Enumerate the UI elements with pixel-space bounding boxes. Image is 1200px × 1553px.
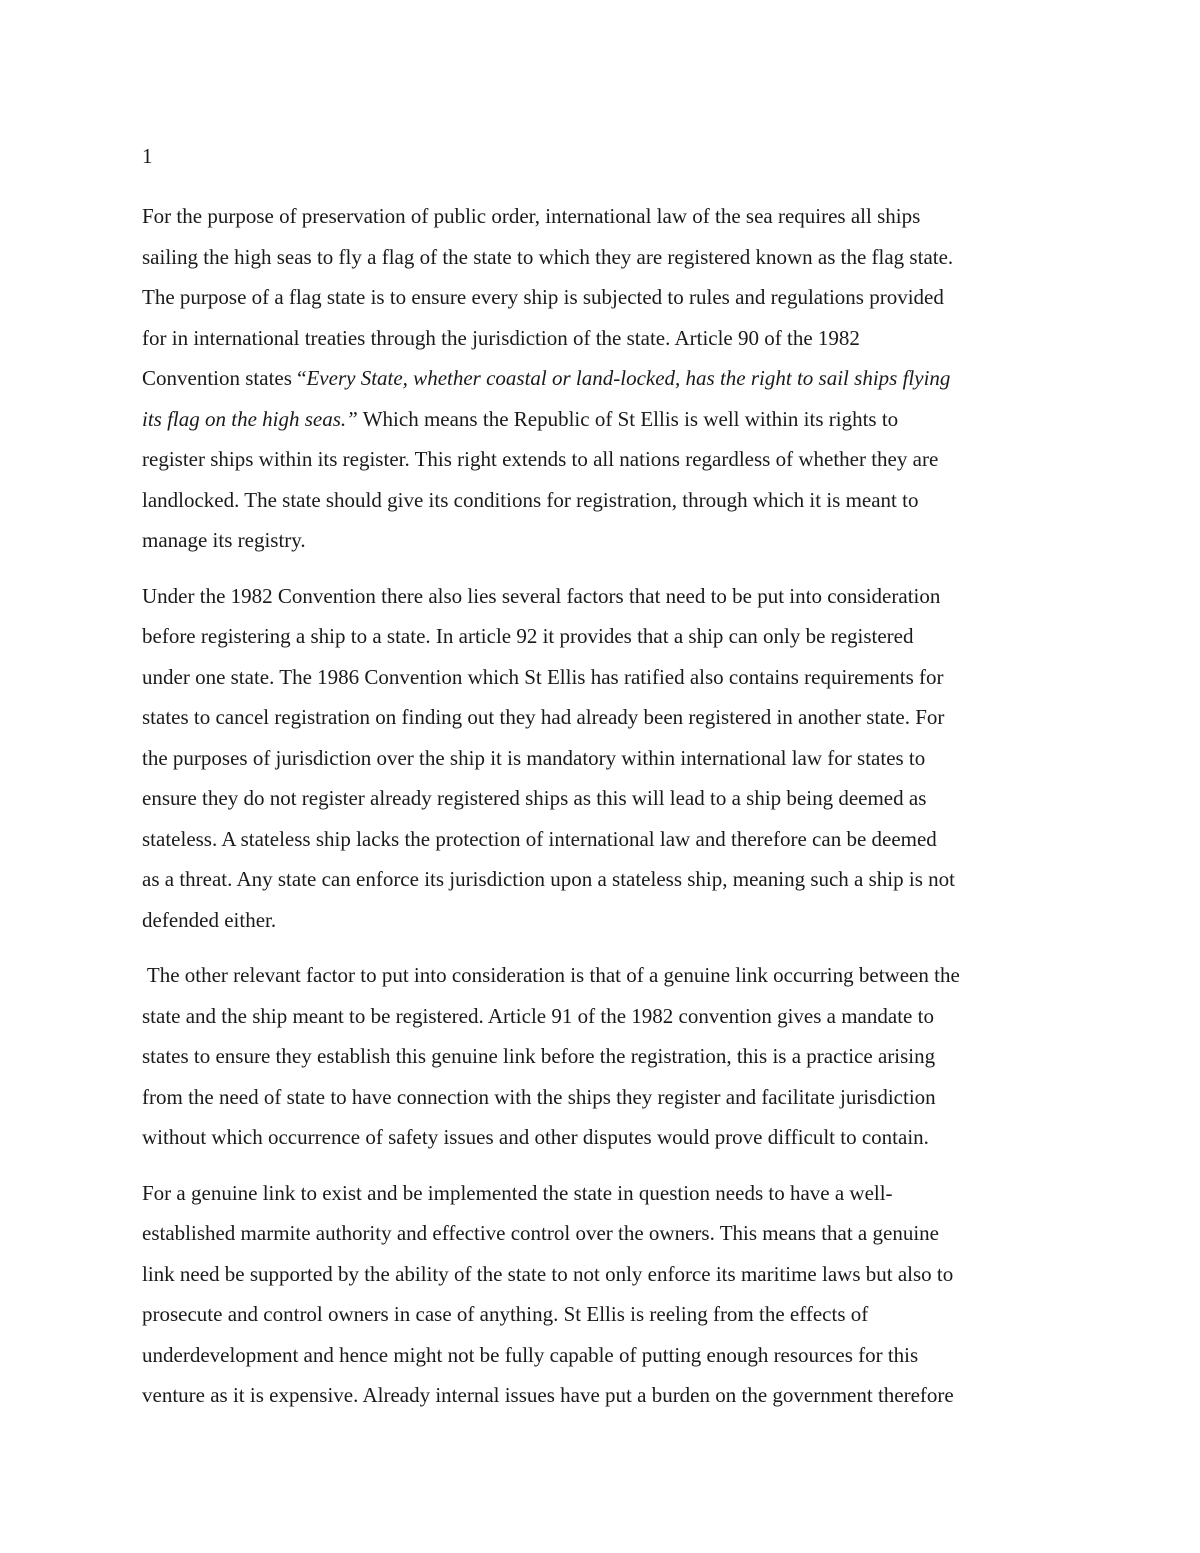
- text-line: register ships within its register. This right extends to all nations regardless of whether they are: [142, 447, 939, 471]
- text-line: link need be supported by the ability of the state to not only enforce its maritime laws but also to: [142, 1261, 954, 1286]
- text-line: The purpose of a flag state is to ensure every ship is subjected to rules and regulations provided: [142, 285, 944, 309]
- text-line: manage its registry.: [142, 528, 306, 552]
- text-line: Under the 1982 Convention there also lies several factors that need to be put into consideration: [142, 583, 941, 608]
- text-line: defended either.: [142, 907, 277, 932]
- paragraph-genuine-link: [142, 955, 1072, 1158]
- text-line: as a threat. Any state can enforce its jurisdiction upon a stateless ship, meaning such a ship is not: [142, 867, 955, 891]
- text-line: states to cancel registration on finding out they had already been registered in another state. For: [142, 705, 945, 729]
- text-line: established marmite authority and effective control over the owners. This means that a genuine: [142, 1221, 939, 1245]
- quote-lead-in: Convention states “: [142, 366, 307, 390]
- text-line: venture as it is expensive. Already internal issues have put a burden on the government therefore: [142, 1383, 954, 1407]
- text-line: sailing the high seas to fly a flag of the state to which they are registered known as the flag state.: [142, 244, 954, 269]
- text-line: before registering a ship to a state. In article 92 it provides that a ship can only be registered: [142, 624, 914, 648]
- text-line: under one state. The 1986 Convention which St Ellis has ratified also contains requirements for: [142, 664, 944, 689]
- text-line: state and the ship meant to be registered. Article 91 of the 1982 convention gives a mandate to: [142, 1003, 934, 1028]
- document-body: [142, 196, 1072, 1416]
- page-number: 1: [142, 144, 153, 168]
- text-line-quote-start: [142, 358, 1072, 399]
- text-line: without which occurrence of safety issues and other disputes would prove difficult to contain.: [142, 1125, 929, 1149]
- text-line: The other relevant factor to put into consideration is that of a genuine link occurring between the: [142, 963, 960, 987]
- text-line: the purposes of jurisdiction over the ship it is mandatory within international law for states to: [142, 745, 926, 770]
- article-90-quote-part-2: its flag on the high seas.”: [142, 406, 358, 431]
- text-line: For a genuine link to exist and be implemented the state in question needs to have a well-: [142, 1180, 893, 1205]
- text-line-quote-end: [142, 399, 1072, 440]
- article-90-quote-part-1: Every State, whether coastal or land-locked, has the right to sail ships flying: [306, 366, 951, 390]
- paragraph-registration-factors: [142, 576, 1072, 941]
- text-line: For the purpose of preservation of public order, international law of the sea requires all ships: [142, 204, 921, 228]
- paragraph-genuine-link-requirements: [142, 1173, 1072, 1416]
- text-line: ensure they do not register already registered ships as this will lead to a ship being deemed as: [142, 786, 927, 810]
- paragraph-flag-state: [142, 196, 1072, 561]
- text-line: underdevelopment and hence might not be fully capable of putting enough resources for this: [142, 1342, 919, 1367]
- text-line: for in international treaties through the jurisdiction of the state. Article 90 of the 1982: [142, 325, 860, 350]
- text-line: landlocked. The state should give its conditions for registration, through which it is meant to: [142, 487, 919, 512]
- quote-follow-on: Which means the Republic of St Ellis is well within its rights to: [357, 406, 899, 431]
- text-line: from the need of state to have connection with the ships they register and facilitate jurisdiction: [142, 1084, 936, 1109]
- text-line: states to ensure they establish this genuine link before the registration, this is a practice arising: [142, 1044, 936, 1068]
- text-line: stateless. A stateless ship lacks the protection of international law and therefore can be deemed: [142, 826, 937, 851]
- text-line: prosecute and control owners in case of anything. St Ellis is reeling from the effects of: [142, 1302, 869, 1326]
